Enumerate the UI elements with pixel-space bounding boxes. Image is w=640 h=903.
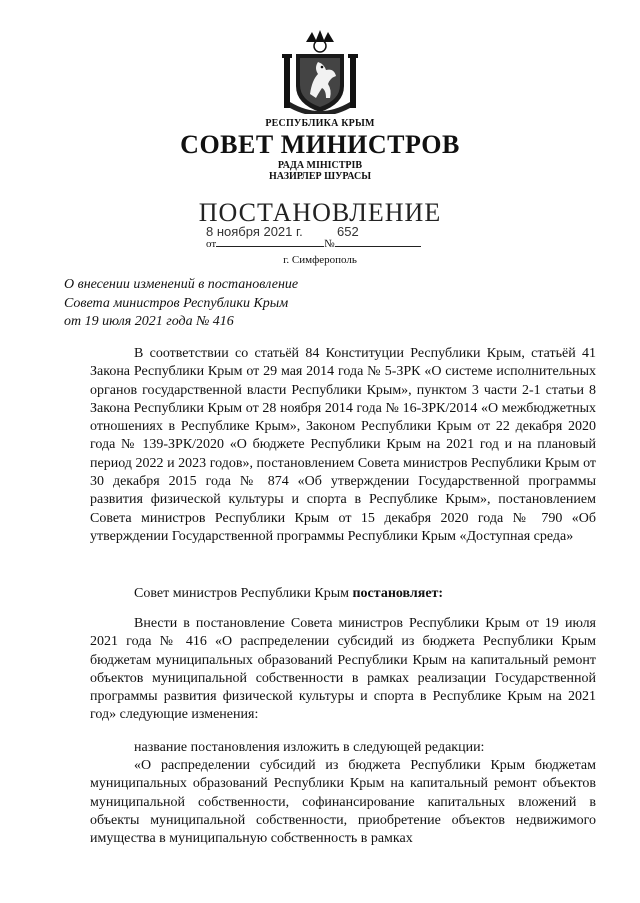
crimea-coat-of-arms-icon — [282, 28, 358, 114]
council-subtitle-ukrainian: РАДА МІНІСТРІВ — [277, 160, 363, 171]
council-name: СОВЕТ МИНИСТРОВ — [180, 130, 460, 159]
amendment-item — [134, 739, 596, 757]
date-label: от — [206, 238, 217, 250]
resolution-statement — [90, 585, 596, 603]
date-blank — [216, 246, 324, 247]
council-subtitle — [0, 160, 640, 182]
document-number: 652 — [337, 224, 359, 239]
subject-line: от 19 июля 2021 года № 416 — [64, 314, 234, 329]
subject-line: О внесении изменений в постановление — [64, 277, 299, 292]
number-label: № — [324, 238, 335, 250]
document-title: ПОСТАНОВЛЕНИЕ — [198, 198, 442, 227]
amendment-item-text: название постановления изложить в следующей редакции: — [134, 740, 485, 755]
amendment-text: Внести в постановление Совета министров Республики Крым от 19 июля 2021 года № 416 «О распределении субсидий из бюджета Республики Крым бюджетам муниципальных образований Республики Крым на капитальный ремонт объектов муниципальной собственности в рамках реализации Государственной программы развития физической культуры и спорта в Республике Крым на 2021 год» следующие изменения: — [90, 616, 596, 723]
document-date: 8 ноября 2021 г. — [206, 224, 303, 239]
amendment-paragraph — [90, 615, 596, 725]
new-title-text: «О распределении субсидий из бюджета Республики Крым бюджетам муниципальных образований Республики Крым на капитальный ремонт объектов муниципальной собственности, софинансирование капитальных вложений в объекты муниципальной собственности, приобретение объектов недвижимого имущества в муниципальную собственность в рамках — [90, 758, 596, 847]
date-number-line — [206, 238, 421, 250]
new-title-quote — [90, 757, 596, 848]
preamble-text: В соответствии со статьёй 84 Конституции Республики Крым, статьёй 41 Закона Республики Крым от 29 мая 2014 года № 5-ЗРК «О системе исполнительных органов государственной власти Республики Крым», пунктом 3 части 2-1 статьи 8 Закона Республики Крым от 28 ноября 2014 года № 16-ЗРК/2014 «О межбюджетных отношениях в Республике Крым», Законом Республики Крым от 22 декабря 2020 года № 139-ЗРК/2020 «О бюджете Республики Крым на 2021 год и на плановый период 2022 и 2023 годов», постановлением Совета министров Республики Крым от 30 декабря 2015 года № 874 «Об утверждении Государственной программы развития физической культуры и спорта в Республике Крым», постановлением Совета министров Республики Крым от 15 декабря 2020 года № 790 «Об утверждении Государственной программы Республики Крым «Доступная среда» — [90, 346, 596, 544]
subject-line: Совета министров Республики Крым — [64, 295, 289, 311]
republic-name: РЕСПУБЛИКА КРЫМ — [265, 118, 375, 129]
resolves-prefix: Совет министров Республики Крым — [134, 586, 349, 601]
document-subject — [64, 276, 298, 332]
council-subtitle-crimean-tatar: НАЗИРЛЕР ШУРАСЫ — [268, 171, 372, 182]
resolves-keyword: постановляет: — [352, 586, 444, 601]
preamble-paragraph — [90, 345, 596, 546]
number-blank — [335, 246, 421, 247]
document-city: г. Симферополь — [283, 254, 357, 266]
